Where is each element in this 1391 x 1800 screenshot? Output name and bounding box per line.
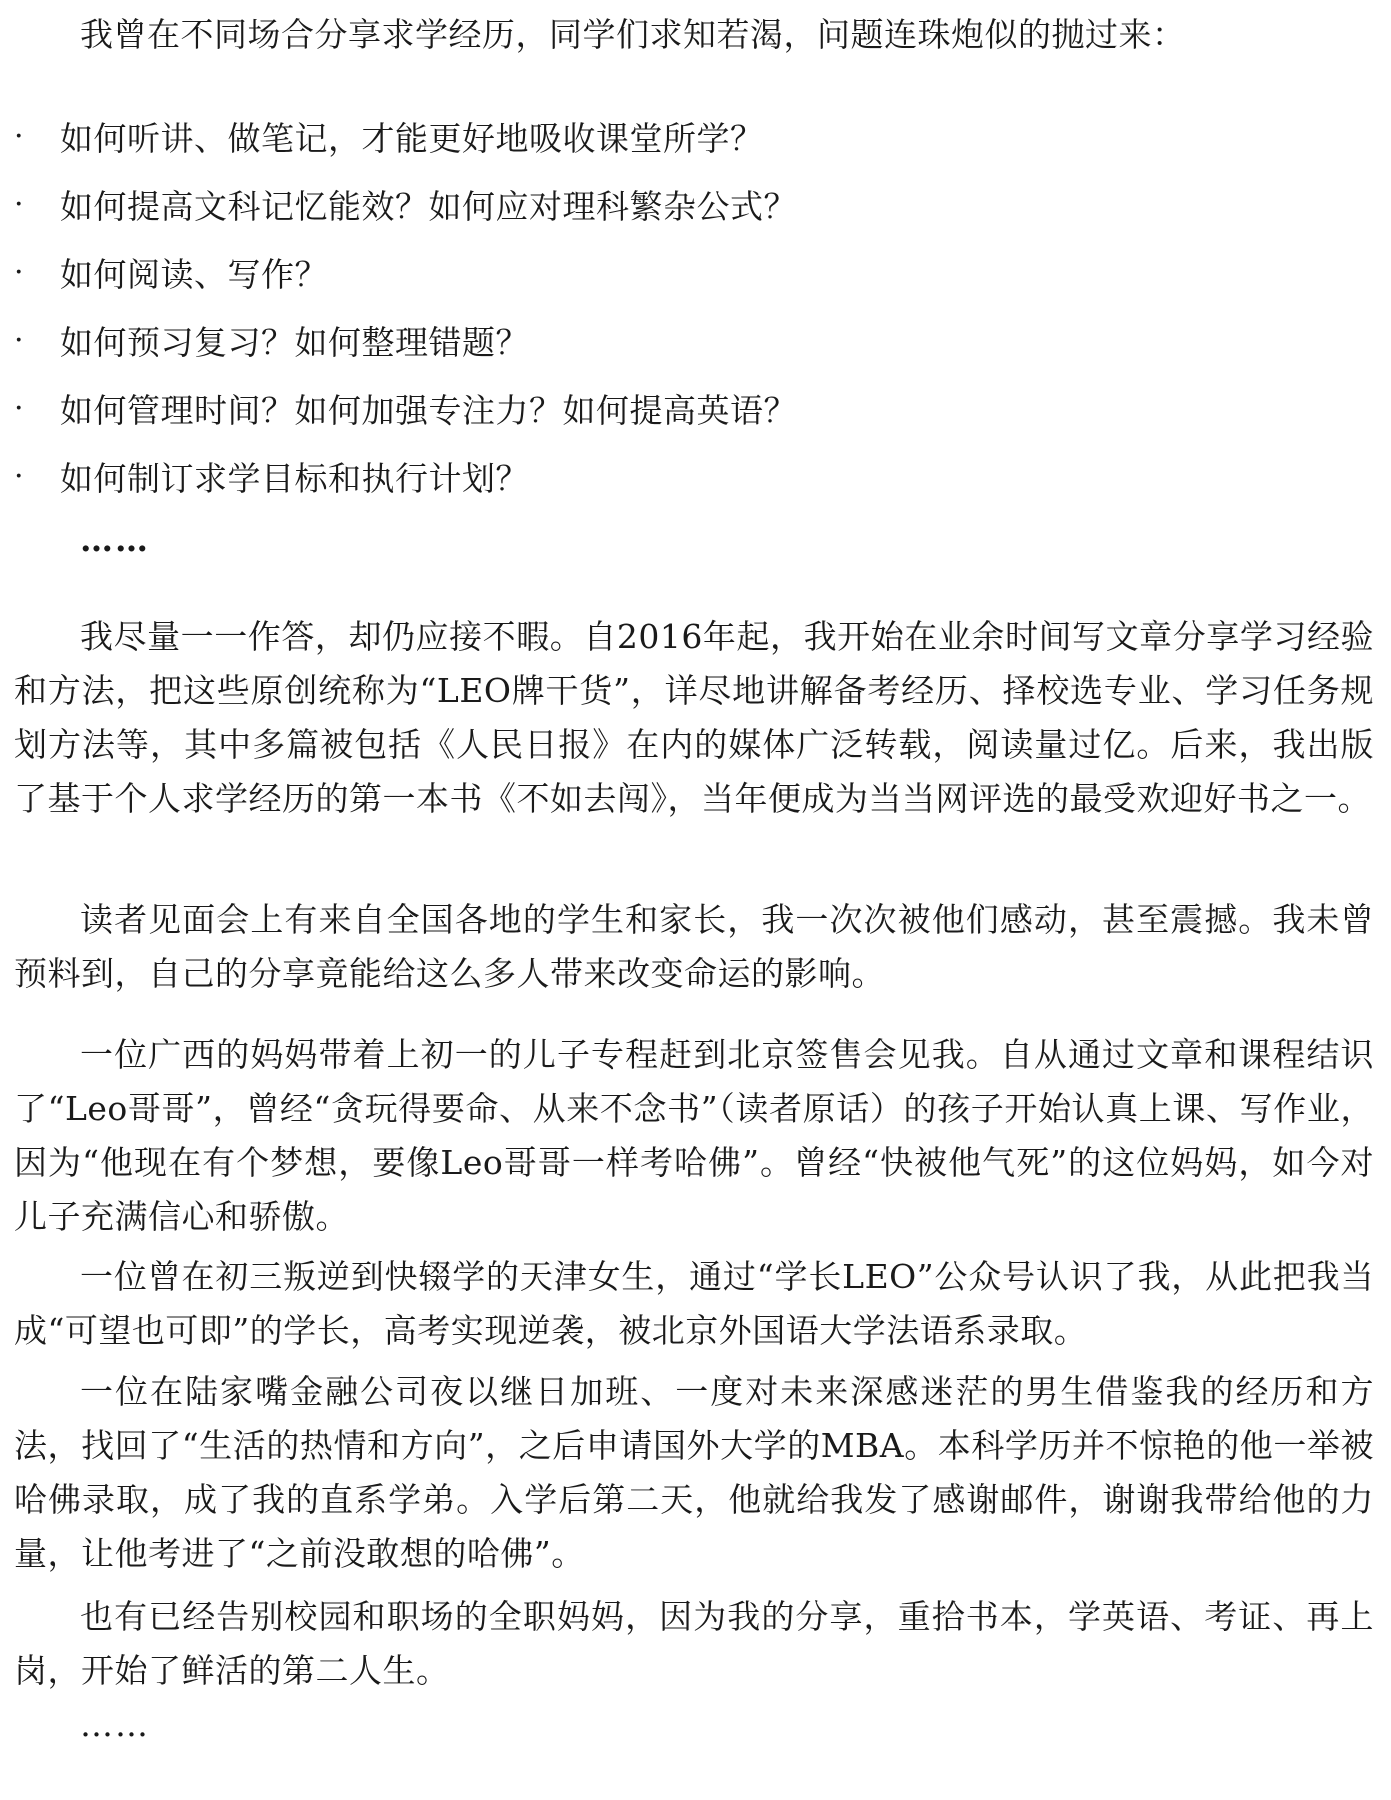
- question-text: 如何制订求学目标和执行计划？: [60, 458, 529, 498]
- list-item: [14, 442, 1374, 510]
- list-item: [14, 102, 1374, 170]
- question-text: 如何管理时间？如何加强专注力？如何提高英语？: [60, 390, 797, 430]
- ellipsis-first: ……: [80, 520, 150, 559]
- body-paragraph-2: 读者见面会上有来自全国各地的学生和家长，我一次次被他们感动，甚至震撼。我未曾预料到，自己的分享竟能给这么多人带来改变命运的影响。: [14, 900, 1374, 993]
- body-paragraph-4: 一位曾在初三叛逆到快辍学的天津女生，通过“学长LEO”公众号认识了我，从此把我当成“可望也可即”的学长，高考实现逆袭，被北京外国语大学法语系录取。: [14, 1257, 1374, 1350]
- bullet-icon: ·: [14, 254, 25, 290]
- body-paragraph-6: 也有已经告别校园和职场的全职妈妈，因为我的分享，重拾书本，学英语、考证、再上岗，开始了鲜活的第二人生。: [14, 1597, 1374, 1690]
- list-item: [14, 374, 1374, 442]
- list-item: [14, 170, 1374, 238]
- bullet-icon: ·: [14, 322, 25, 358]
- question-text: 如何提高文科记忆能效？如何应对理科繁杂公式？: [60, 186, 797, 226]
- list-item: [14, 238, 1374, 306]
- body-paragraph-5: 一位在陆家嘴金融公司夜以继日加班、一度对未来深感迷茫的男生借鉴我的经历和方法，找回了“生活的热情和方向”，之后申请国外大学的MBA。本科学历并不惊艳的他一举被哈佛录取，成了我的直系学弟。入学后第二天，他就给我发了感谢邮件，谢谢我带给他的力量，让他考进了“之前没敢想的哈佛”。: [14, 1372, 1374, 1573]
- question-text: 如何预习复习？如何整理错题？: [60, 322, 529, 362]
- bullet-icon: ·: [14, 458, 25, 494]
- body-paragraph-1: 我尽量一一作答，却仍应接不暇。自2016年起，我开始在业余时间写文章分享学习经验和方法，把这些原创统称为“LEO牌干货”，详尽地讲解备考经历、择校选专业、学习任务规划方法等，其中多篇被包括《人民日报》在内的媒体广泛转载，阅读量过亿。后来，我出版了基于个人求学经历的第一本书《不如去闯》，当年便成为当当网评选的最受欢迎好书之一。: [14, 617, 1374, 818]
- body-paragraph-3: 一位广西的妈妈带着上初一的儿子专程赶到北京签售会见我。自从通过文章和课程结识了“Leo哥哥”，曾经“贪玩得要命、从来不念书”（读者原话）的孩子开始认真上课、写作业，因为“他现在有个梦想，要像Leo哥哥一样考哈佛”。曾经“快被他气死”的这位妈妈，如今对儿子充满信心和骄傲。: [14, 1035, 1374, 1236]
- question-list: [14, 102, 1374, 510]
- question-text: 如何阅读、写作？: [60, 254, 328, 294]
- ellipsis-second: ……: [80, 1705, 150, 1744]
- question-text: 如何听讲、做笔记，才能更好地吸收课堂所学？: [60, 118, 764, 158]
- bullet-icon: ·: [14, 186, 25, 222]
- bullet-icon: ·: [14, 118, 25, 154]
- bullet-icon: ·: [14, 390, 25, 426]
- list-item: [14, 306, 1374, 374]
- intro-paragraph: 我曾在不同场合分享求学经历，同学们求知若渴，问题连珠炮似的抛过来：: [80, 15, 1186, 54]
